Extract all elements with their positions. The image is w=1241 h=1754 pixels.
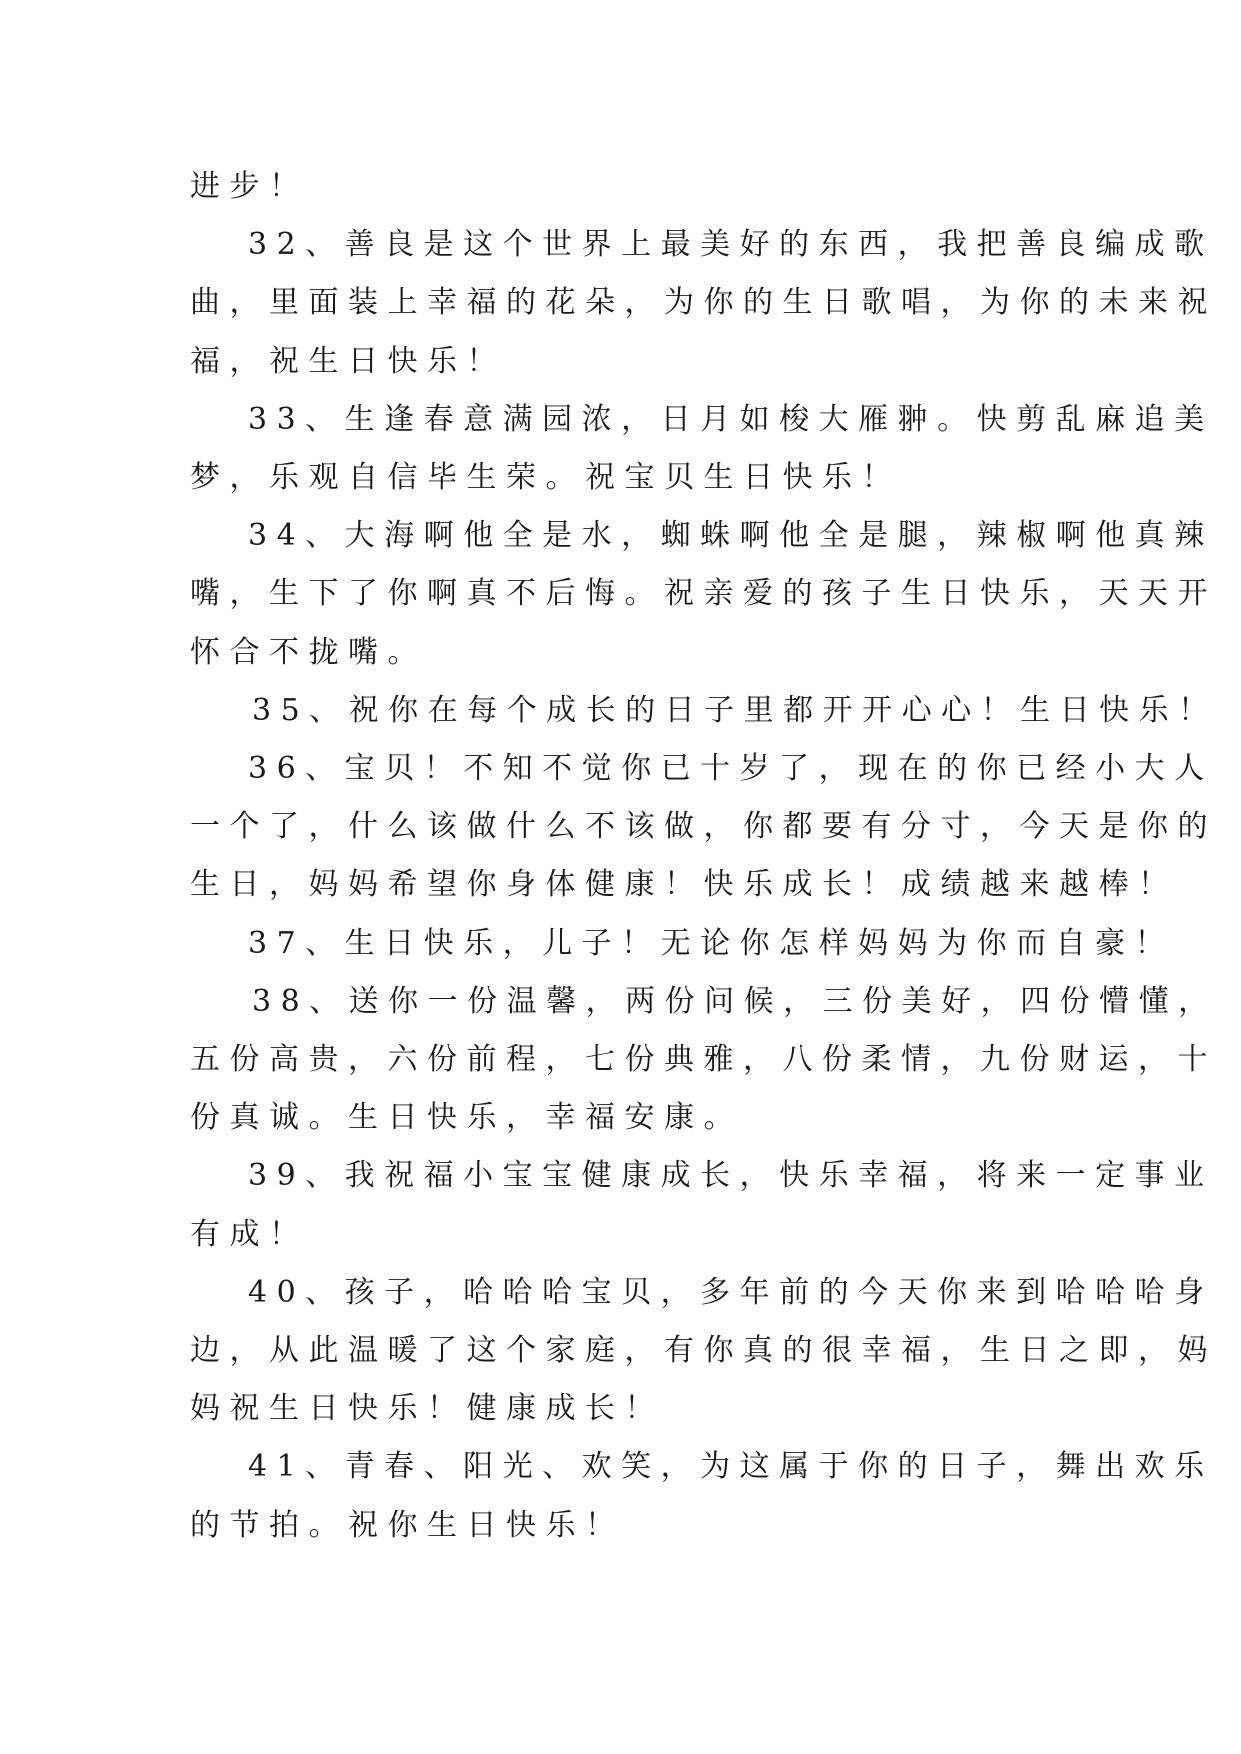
document-body bbox=[190, 158, 1218, 1555]
text-line: 曲，里面装上幸福的花朵，为你的生日歌唱，为你的未来祝 bbox=[190, 285, 1217, 321]
text-line: 38、送你一份温馨，两份问候，三份美好，四份懵懂， bbox=[252, 983, 1218, 1019]
text-line: 35、祝你在每个成长的日子里都开开心心！生日快乐！ bbox=[252, 692, 1218, 728]
text-line: 进步！ bbox=[190, 169, 309, 204]
text-line: 32、善良是这个世界上最美好的东西，我把善良编成歌 bbox=[248, 227, 1214, 263]
text-line: 的节拍。祝你生日快乐！ bbox=[190, 1507, 625, 1543]
text-line: 33、生逢春意满园浓，日月如梭大雁翀。快剪乱麻追美 bbox=[248, 401, 1214, 437]
text-line: 41、青春、阳光、欢笑，为这属于你的日子，舞出欢乐 bbox=[248, 1449, 1214, 1485]
text-line: 梦，乐观自信毕生荣。祝宝贝生日快乐！ bbox=[190, 460, 901, 496]
text-line: 36、宝贝！不知不觉你已十岁了，现在的你已经小大人 bbox=[248, 751, 1214, 787]
text-line: 37、生日快乐，儿子！无论你怎样妈妈为你而自豪！ bbox=[248, 925, 1175, 961]
text-line: 生日，妈妈希望你身体健康！快乐成长！成绩越来越棒！ bbox=[190, 867, 1178, 903]
text-line: 五份高贵，六份前程，七份典雅，八份柔情，九份财运，十 bbox=[190, 1042, 1217, 1078]
text-line: 怀合不拢嘴。 bbox=[190, 634, 427, 670]
text-line: 一个了，什么该做什么不该做，你都要有分寸，今天是你的 bbox=[190, 809, 1217, 845]
text-line: 嘴，生下了你啊真不后悔。祝亲爱的孩子生日快乐，天天开 bbox=[190, 576, 1217, 612]
text-line: 34、大海啊他全是水，蜘蛛啊他全是腿，辣椒啊他真辣 bbox=[248, 518, 1214, 554]
text-line: 40、孩子，哈哈哈宝贝，多年前的今天你来到哈哈哈身 bbox=[248, 1274, 1214, 1310]
text-line: 福，祝生日快乐！ bbox=[190, 343, 506, 379]
text-line: 份真诚。生日快乐，幸福安康。 bbox=[190, 1100, 743, 1136]
text-line: 有成！ bbox=[190, 1216, 309, 1252]
text-line: 边，从此温暖了这个家庭，有你真的很幸福，生日之即，妈 bbox=[190, 1333, 1217, 1369]
text-line: 妈祝生日快乐！健康成长！ bbox=[190, 1391, 664, 1427]
text-line: 39、我祝福小宝宝健康成长，快乐幸福，将来一定事业 bbox=[248, 1158, 1214, 1194]
